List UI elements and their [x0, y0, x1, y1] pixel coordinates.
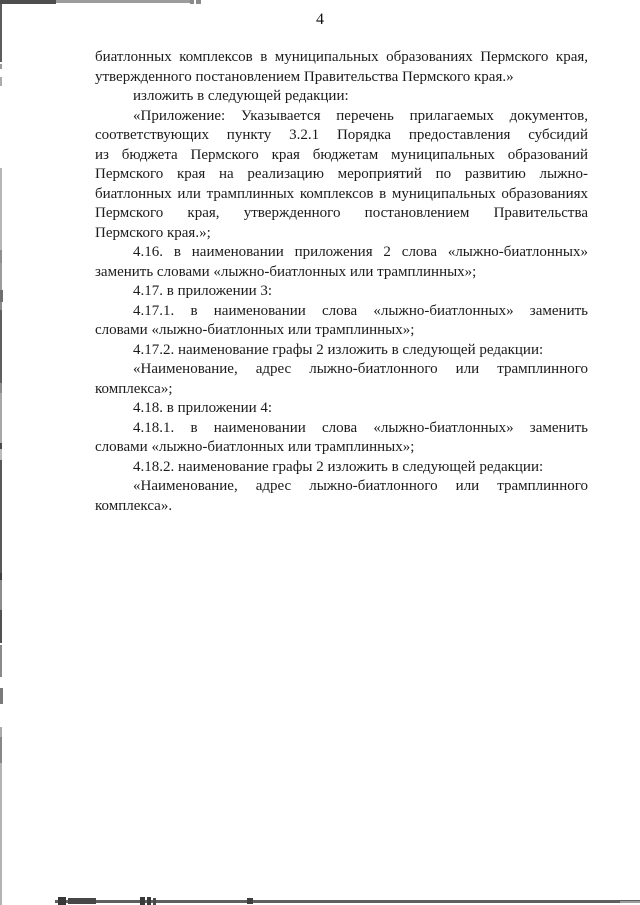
- text-line: 4.17.1. в наименовании слова «лыжно-биатлонных» заменить: [133, 302, 588, 319]
- scan-mark: [0, 688, 3, 704]
- text-line: 4.18. в приложении 4:: [133, 400, 273, 416]
- text-line: из бюджета Пермского края бюджетам муниципальных образований: [95, 146, 588, 163]
- scan-mark: [0, 727, 2, 737]
- scan-mark: [140, 897, 145, 905]
- scan-mark: [0, 460, 2, 573]
- scan-mark: [0, 443, 2, 449]
- text-line: словами «лыжно-биатлонных или трамплинных»;: [95, 322, 415, 338]
- scan-mark: [0, 310, 2, 383]
- text-line: «Приложение: Указывается перечень прилагаемых документов,: [133, 107, 588, 124]
- scan-mark: [147, 897, 151, 905]
- scan-mark: [0, 610, 2, 643]
- scan-mark: [0, 302, 2, 310]
- text-line: биатлонных или трамплинных комплексов в муниципальных образованиях: [95, 185, 588, 202]
- text-line: 4.17. в приложении 3:: [133, 283, 273, 299]
- scan-mark: [0, 573, 2, 580]
- scan-mark: [56, 0, 190, 3]
- text-line: 4.17.2. наименование графы 2 изложить в следующей редакции:: [133, 341, 544, 358]
- text-line: 4.18.2. наименование графы 2 изложить в следующей редакции:: [133, 458, 544, 475]
- scan-mark: [0, 393, 2, 443]
- scan-mark: [0, 290, 3, 302]
- text-line: биатлонных комплексов в муниципальных образованиях Пермского края,: [95, 49, 588, 65]
- document-text-block: [95, 48, 588, 516]
- scan-mark: [0, 0, 56, 4]
- scan-mark: [196, 0, 201, 4]
- text-line: изложить в следующей редакции:: [133, 88, 349, 104]
- scan-mark: [55, 900, 640, 903]
- scan-mark: [247, 898, 253, 904]
- text-line: соответствующих пункту 3.2.1 Порядка предоставления субсидий: [95, 127, 588, 143]
- scan-mark: [0, 737, 2, 763]
- text-line: Пермского края, утвержденного постановлением Правительства: [95, 205, 588, 221]
- scan-mark: [0, 449, 2, 460]
- scan-mark: [0, 168, 2, 250]
- text-line: Пермского края.»;: [95, 224, 211, 241]
- text-line: комплекса»;: [95, 380, 173, 397]
- text-line: «Наименование, адрес лыжно-биатлонного или трамплинного: [133, 361, 588, 377]
- scan-mark: [153, 898, 156, 905]
- scan-mark: [0, 580, 2, 610]
- text-line: утвержденного постановлением Правительства Пермского края.»: [95, 68, 514, 85]
- scan-mark: [620, 901, 640, 903]
- scan-mark: [190, 0, 194, 4]
- scan-mark: [0, 250, 2, 263]
- text-line: комплекса».: [95, 497, 173, 514]
- scan-mark: [68, 898, 96, 904]
- text-line: 4.18.1. в наименовании слова «лыжно-биатлонных» заменить: [133, 419, 588, 436]
- scan-mark: [0, 763, 2, 905]
- text-line: 4.16. в наименовании приложения 2 слова «лыжно-биатлонных»: [133, 244, 588, 260]
- scan-mark: [0, 0, 2, 62]
- text-line: Пермского края на реализацию мероприятий по развитию лыжно-: [95, 166, 588, 182]
- scan-mark: [58, 897, 66, 905]
- text-line: заменить словами «лыжно-биатлонных или трамплинных»;: [95, 263, 477, 280]
- scan-mark: [0, 645, 2, 677]
- scan-mark: [0, 383, 2, 393]
- text-line: «Наименование, адрес лыжно-биатлонного или трамплинного: [133, 478, 588, 494]
- scan-mark: [0, 77, 2, 86]
- page-number: 4: [316, 11, 324, 28]
- scan-mark: [0, 64, 2, 69]
- text-line: словами «лыжно-биатлонных или трамплинных»;: [95, 439, 415, 455]
- scan-mark: [0, 263, 2, 290]
